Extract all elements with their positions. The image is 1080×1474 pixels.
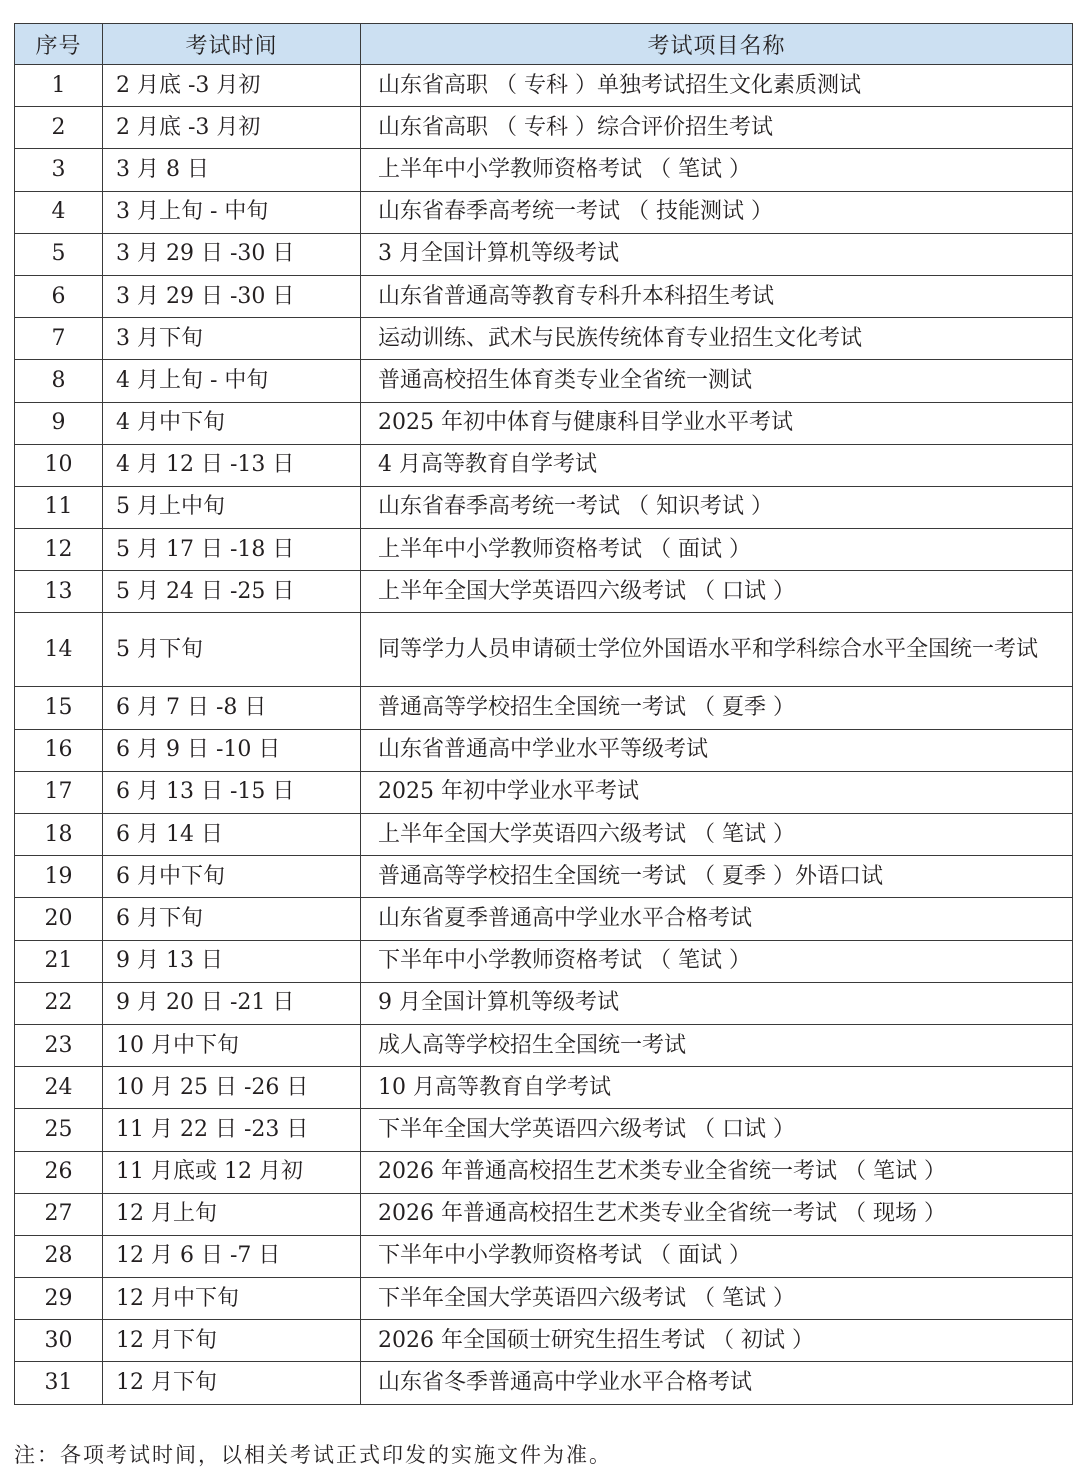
table-row <box>15 1024 1073 1066</box>
exam-name: 2026 年普通高校招生艺术类专业全省统一考试 （ 笔试 ） <box>361 1151 1073 1193</box>
table-row <box>15 687 1073 729</box>
table-row <box>15 856 1073 898</box>
exam-time: 5 月 24 日 -25 日 <box>103 571 361 613</box>
table-row <box>15 275 1073 317</box>
exam-name: 山东省普通高中学业水平等级考试 <box>361 729 1073 771</box>
row-number: 5 <box>15 233 103 275</box>
exam-time: 5 月 17 日 -18 日 <box>103 529 361 571</box>
exam-name: 2025 年初中体育与健康科目学业水平考试 <box>361 402 1073 444</box>
table-row <box>15 318 1073 360</box>
exam-time: 6 月下旬 <box>103 898 361 940</box>
table-row <box>15 1278 1073 1320</box>
exam-time: 4 月 12 日 -13 日 <box>103 444 361 486</box>
exam-name: 普通高等学校招生全国统一考试 （ 夏季 ）外语口试 <box>361 856 1073 898</box>
exam-time: 10 月 25 日 -26 日 <box>103 1067 361 1109</box>
exam-time: 12 月 6 日 -7 日 <box>103 1235 361 1277</box>
exam-name: 上半年全国大学英语四六级考试 （ 口试 ） <box>361 571 1073 613</box>
table-row <box>15 613 1073 687</box>
exam-time: 3 月 29 日 -30 日 <box>103 233 361 275</box>
row-number: 21 <box>15 940 103 982</box>
exam-time: 11 月 22 日 -23 日 <box>103 1109 361 1151</box>
row-number: 9 <box>15 402 103 444</box>
exam-name: 下半年中小学教师资格考试 （ 面试 ） <box>361 1235 1073 1277</box>
table-row <box>15 1151 1073 1193</box>
exam-time: 11 月底或 12 月初 <box>103 1151 361 1193</box>
row-number: 7 <box>15 318 103 360</box>
exam-name: 山东省高职 （ 专科 ）单独考试招生文化素质测试 <box>361 65 1073 107</box>
row-number: 8 <box>15 360 103 402</box>
exam-time: 4 月上旬 - 中旬 <box>103 360 361 402</box>
table-row <box>15 771 1073 813</box>
table-row <box>15 1362 1073 1404</box>
exam-name: 成人高等学校招生全国统一考试 <box>361 1024 1073 1066</box>
exam-time: 2 月底 -3 月初 <box>103 65 361 107</box>
exam-name: 2025 年初中学业水平考试 <box>361 771 1073 813</box>
exam-time: 4 月中下旬 <box>103 402 361 444</box>
exam-time: 12 月下旬 <box>103 1320 361 1362</box>
table-body <box>15 65 1073 1405</box>
table-row <box>15 940 1073 982</box>
column-header-number: 序号 <box>15 24 103 65</box>
table-row <box>15 814 1073 856</box>
exam-time: 12 月中下旬 <box>103 1278 361 1320</box>
table-row <box>15 107 1073 149</box>
table-row <box>15 444 1073 486</box>
row-number: 28 <box>15 1235 103 1277</box>
exam-name: 山东省春季高考统一考试 （ 技能测试 ） <box>361 191 1073 233</box>
exam-name: 山东省春季高考统一考试 （ 知识考试 ） <box>361 486 1073 528</box>
row-number: 24 <box>15 1067 103 1109</box>
exam-name: 9 月全国计算机等级考试 <box>361 982 1073 1024</box>
row-number: 26 <box>15 1151 103 1193</box>
exam-time: 3 月 29 日 -30 日 <box>103 275 361 317</box>
exam-name: 同等学力人员申请硕士学位外国语水平和学科综合水平全国统一考试 <box>361 613 1073 687</box>
row-number: 2 <box>15 107 103 149</box>
table-row <box>15 191 1073 233</box>
exam-time: 6 月 14 日 <box>103 814 361 856</box>
row-number: 13 <box>15 571 103 613</box>
exam-time: 5 月上中旬 <box>103 486 361 528</box>
exam-time: 6 月 9 日 -10 日 <box>103 729 361 771</box>
row-number: 27 <box>15 1193 103 1235</box>
table-row <box>15 149 1073 191</box>
table-row <box>15 1235 1073 1277</box>
row-number: 17 <box>15 771 103 813</box>
exam-name: 3 月全国计算机等级考试 <box>361 233 1073 275</box>
exam-name: 下半年全国大学英语四六级考试 （ 口试 ） <box>361 1109 1073 1151</box>
row-number: 3 <box>15 149 103 191</box>
row-number: 23 <box>15 1024 103 1066</box>
row-number: 22 <box>15 982 103 1024</box>
table-row <box>15 402 1073 444</box>
table-row <box>15 729 1073 771</box>
exam-time: 2 月底 -3 月初 <box>103 107 361 149</box>
table-row <box>15 898 1073 940</box>
exam-name: 2026 年普通高校招生艺术类专业全省统一考试 （ 现场 ） <box>361 1193 1073 1235</box>
row-number: 4 <box>15 191 103 233</box>
table-row <box>15 65 1073 107</box>
exam-schedule-sheet <box>14 23 1072 1405</box>
row-number: 6 <box>15 275 103 317</box>
exam-name: 上半年中小学教师资格考试 （ 面试 ） <box>361 529 1073 571</box>
table-row <box>15 571 1073 613</box>
row-number: 30 <box>15 1320 103 1362</box>
table-row <box>15 486 1073 528</box>
exam-time: 9 月 20 日 -21 日 <box>103 982 361 1024</box>
column-header-exam-name: 考试项目名称 <box>361 24 1073 65</box>
row-number: 18 <box>15 814 103 856</box>
row-number: 12 <box>15 529 103 571</box>
row-number: 16 <box>15 729 103 771</box>
exam-name: 上半年全国大学英语四六级考试 （ 笔试 ） <box>361 814 1073 856</box>
table-row <box>15 529 1073 571</box>
row-number: 31 <box>15 1362 103 1404</box>
row-number: 11 <box>15 486 103 528</box>
exam-time: 5 月下旬 <box>103 613 361 687</box>
exam-time: 12 月上旬 <box>103 1193 361 1235</box>
exam-name: 山东省高职 （ 专科 ）综合评价招生考试 <box>361 107 1073 149</box>
table-row <box>15 1109 1073 1151</box>
exam-time: 9 月 13 日 <box>103 940 361 982</box>
exam-name: 2026 年全国硕士研究生招生考试 （ 初试 ） <box>361 1320 1073 1362</box>
column-header-exam-time: 考试时间 <box>103 24 361 65</box>
exam-time: 6 月 13 日 -15 日 <box>103 771 361 813</box>
exam-time: 6 月中下旬 <box>103 856 361 898</box>
row-number: 14 <box>15 613 103 687</box>
exam-name: 山东省普通高等教育专科升本科招生考试 <box>361 275 1073 317</box>
exam-name: 山东省夏季普通高中学业水平合格考试 <box>361 898 1073 940</box>
row-number: 20 <box>15 898 103 940</box>
exam-time: 3 月上旬 - 中旬 <box>103 191 361 233</box>
exam-name: 10 月高等教育自学考试 <box>361 1067 1073 1109</box>
table-row <box>15 982 1073 1024</box>
exam-name: 上半年中小学教师资格考试 （ 笔试 ） <box>361 149 1073 191</box>
exam-name: 山东省冬季普通高中学业水平合格考试 <box>361 1362 1073 1404</box>
row-number: 15 <box>15 687 103 729</box>
table-row <box>15 233 1073 275</box>
header-row <box>15 24 1073 65</box>
exam-time: 3 月 8 日 <box>103 149 361 191</box>
exam-time: 6 月 7 日 -8 日 <box>103 687 361 729</box>
row-number: 1 <box>15 65 103 107</box>
table-row <box>15 1193 1073 1235</box>
row-number: 29 <box>15 1278 103 1320</box>
exam-name: 下半年全国大学英语四六级考试 （ 笔试 ） <box>361 1278 1073 1320</box>
table-row <box>15 1067 1073 1109</box>
row-number: 10 <box>15 444 103 486</box>
row-number: 25 <box>15 1109 103 1151</box>
exam-name: 下半年中小学教师资格考试 （ 笔试 ） <box>361 940 1073 982</box>
exam-time: 3 月下旬 <box>103 318 361 360</box>
exam-name: 普通高等学校招生全国统一考试 （ 夏季 ） <box>361 687 1073 729</box>
exam-time: 12 月下旬 <box>103 1362 361 1404</box>
exam-schedule-table <box>14 23 1073 1405</box>
table-row <box>15 1320 1073 1362</box>
footnote: 注：各项考试时间，以相关考试正式印发的实施文件为准。 <box>14 1443 612 1467</box>
exam-name: 运动训练、武术与民族传统体育专业招生文化考试 <box>361 318 1073 360</box>
exam-name: 4 月高等教育自学考试 <box>361 444 1073 486</box>
exam-name: 普通高校招生体育类专业全省统一测试 <box>361 360 1073 402</box>
exam-time: 10 月中下旬 <box>103 1024 361 1066</box>
row-number: 19 <box>15 856 103 898</box>
table-header <box>15 24 1073 65</box>
table-row <box>15 360 1073 402</box>
